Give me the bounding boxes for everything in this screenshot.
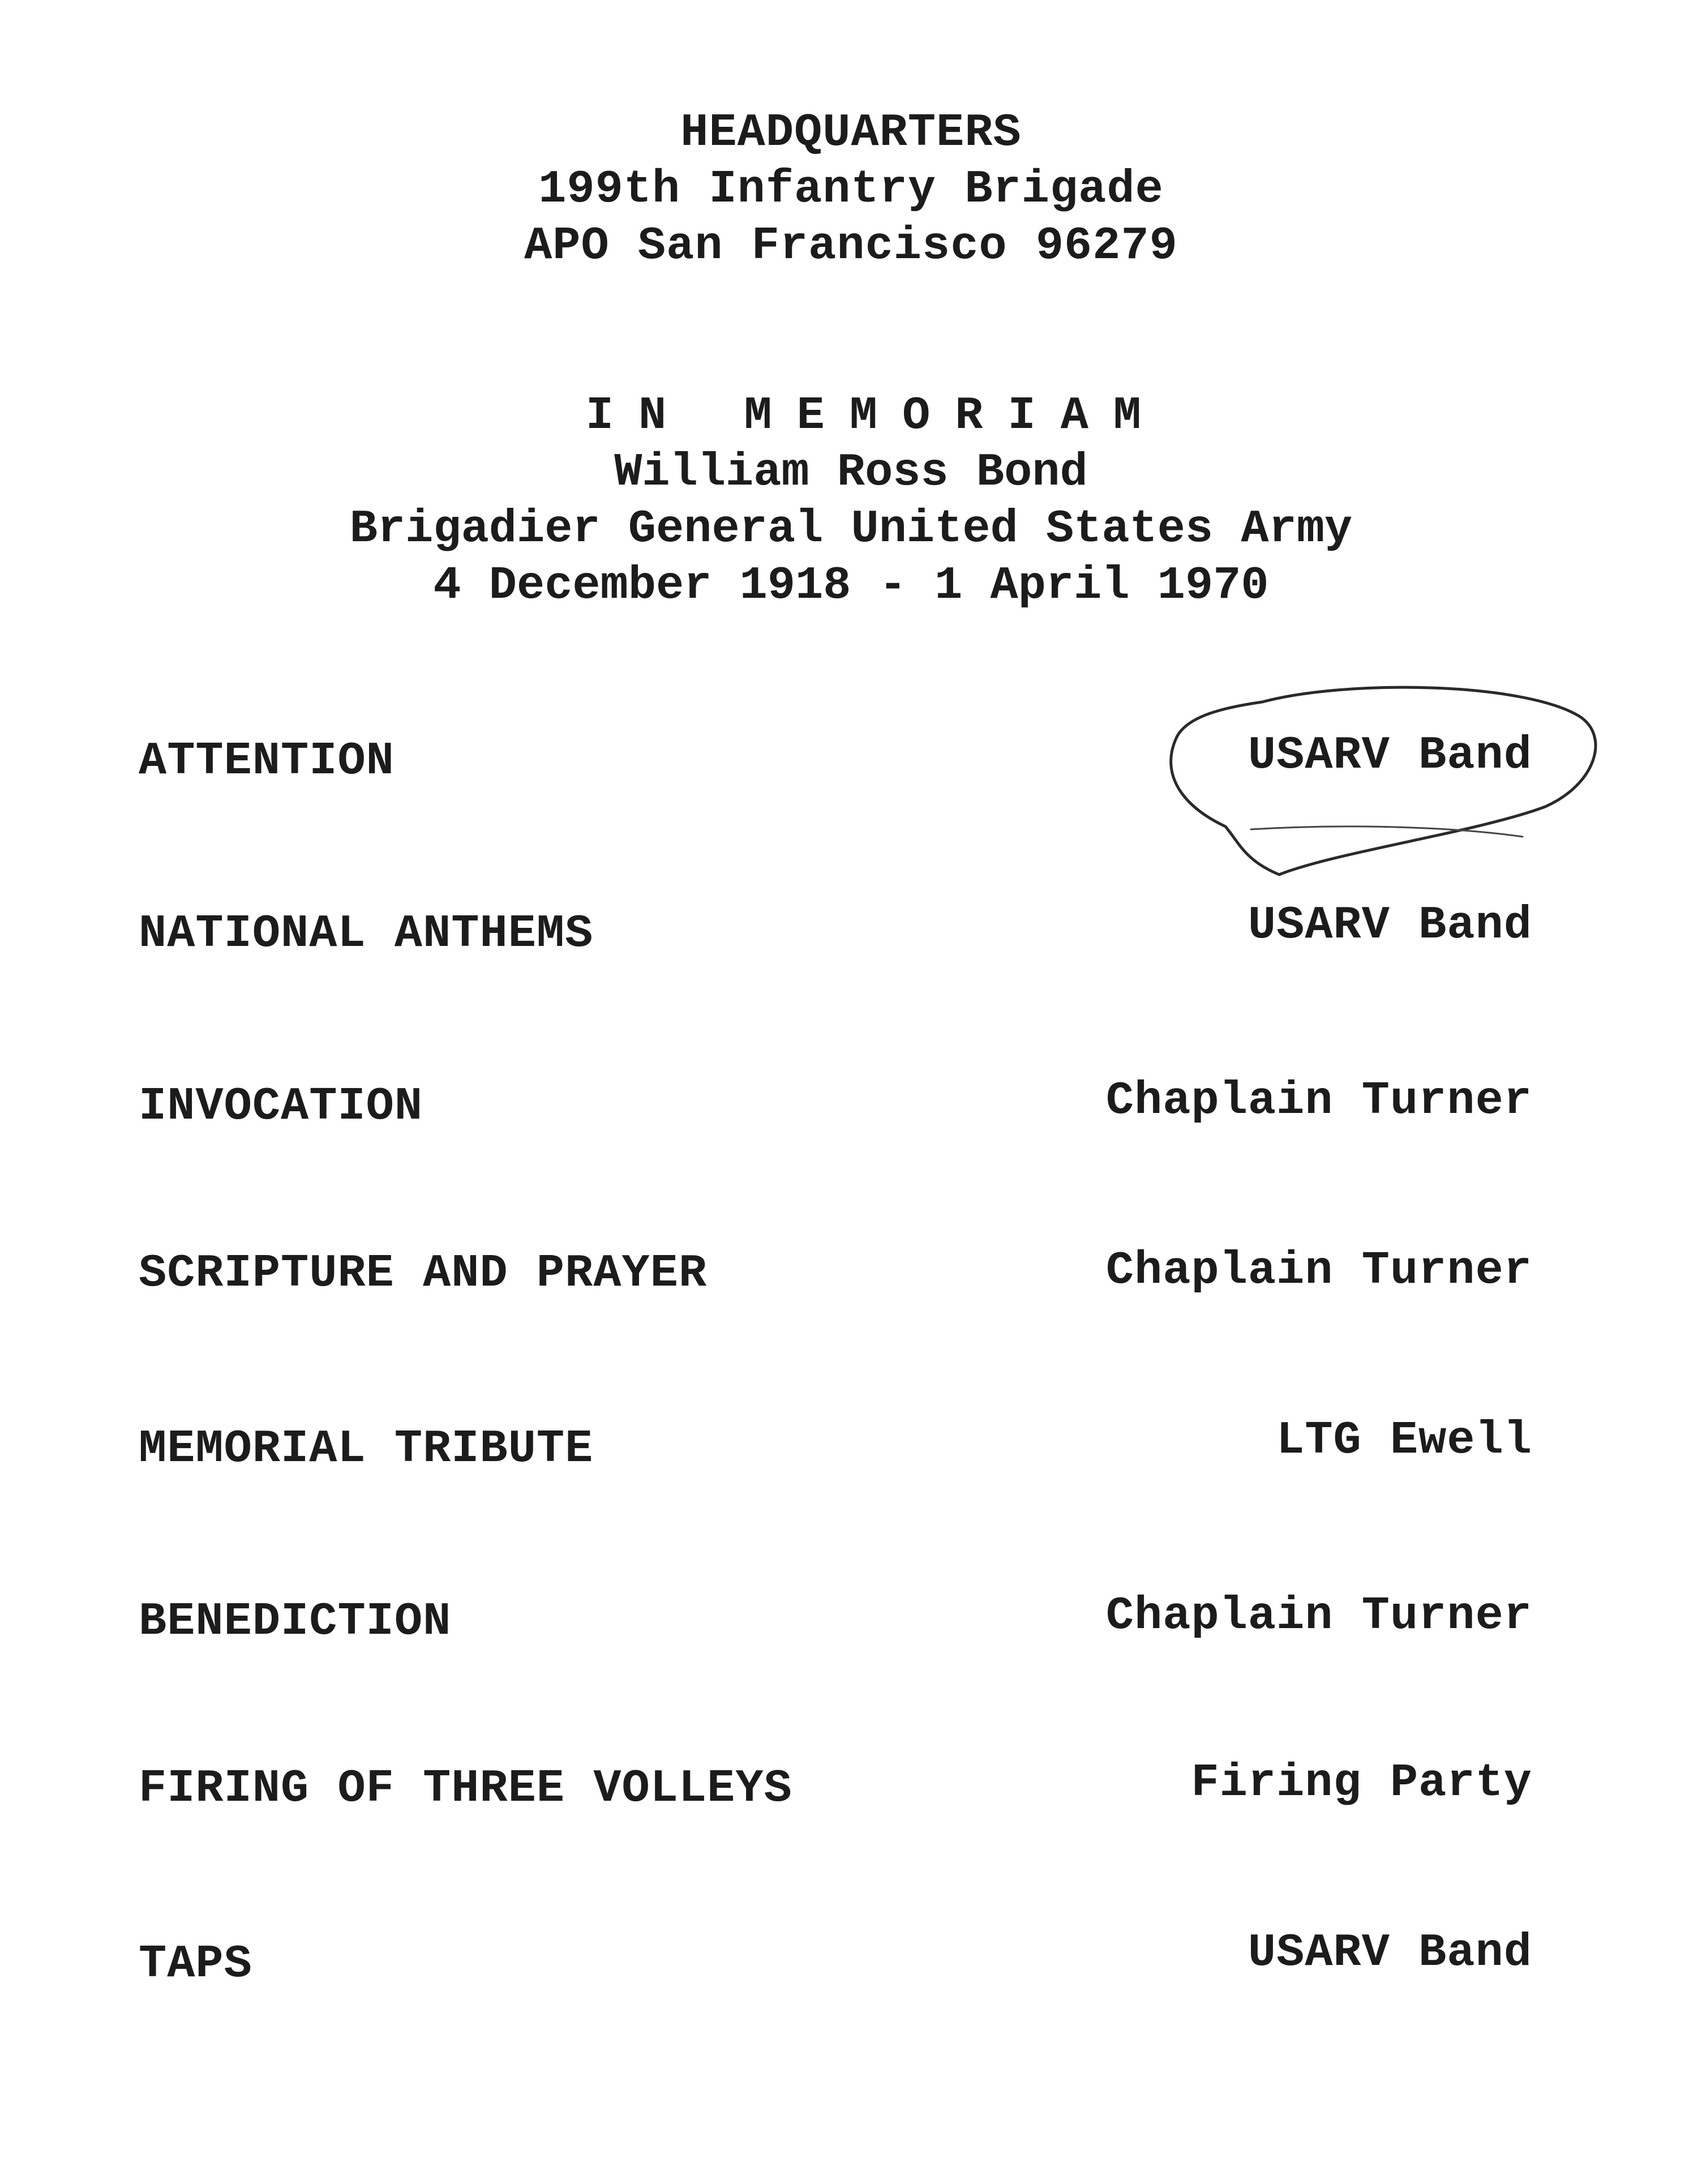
honoree-rank: Brigadier General United States Army: [349, 503, 1353, 555]
program-item-firing-of-three-volleys: FIRING OF THREE VOLLEYS: [139, 1762, 792, 1815]
honoree-dates: 4 December 1918 - 1 April 1970: [433, 559, 1269, 612]
program-leader-benediction: Chaplain Turner: [1105, 1590, 1532, 1642]
headquarters-heading: HEADQUARTERS: [680, 106, 1022, 159]
program-leader-taps: USARV Band: [1247, 1926, 1532, 1979]
program-leader-attention: USARV Band: [1247, 729, 1532, 782]
program-item-memorial-tribute: MEMORIAL TRIBUTE: [139, 1423, 594, 1475]
program-leader-invocation: Chaplain Turner: [1105, 1074, 1532, 1127]
program-item-national-anthems: NATIONAL ANTHEMS: [139, 907, 594, 960]
program-item-benediction: BENEDICTION: [139, 1595, 452, 1648]
program-leader-scripture-and-prayer: Chaplain Turner: [1105, 1244, 1532, 1297]
program-leader-national-anthems: USARV Band: [1247, 899, 1532, 952]
program-item-attention: ATTENTION: [139, 735, 395, 787]
in-memoriam-title: IN MEMORIAM: [585, 389, 1167, 442]
honoree-name: William Ross Bond: [614, 446, 1088, 499]
brigade-line: 199th Infantry Brigade: [538, 163, 1164, 216]
program-leader-firing-of-three-volleys: Firing Party: [1191, 1757, 1532, 1809]
program-item-taps: TAPS: [139, 1938, 252, 1990]
program-item-invocation: INVOCATION: [139, 1080, 423, 1133]
apo-address-line: APO San Francisco 96279: [524, 220, 1178, 272]
program-leader-memorial-tribute: LTG Ewell: [1276, 1414, 1532, 1467]
program-item-scripture-and-prayer: SCRIPTURE AND PRAYER: [139, 1247, 708, 1300]
